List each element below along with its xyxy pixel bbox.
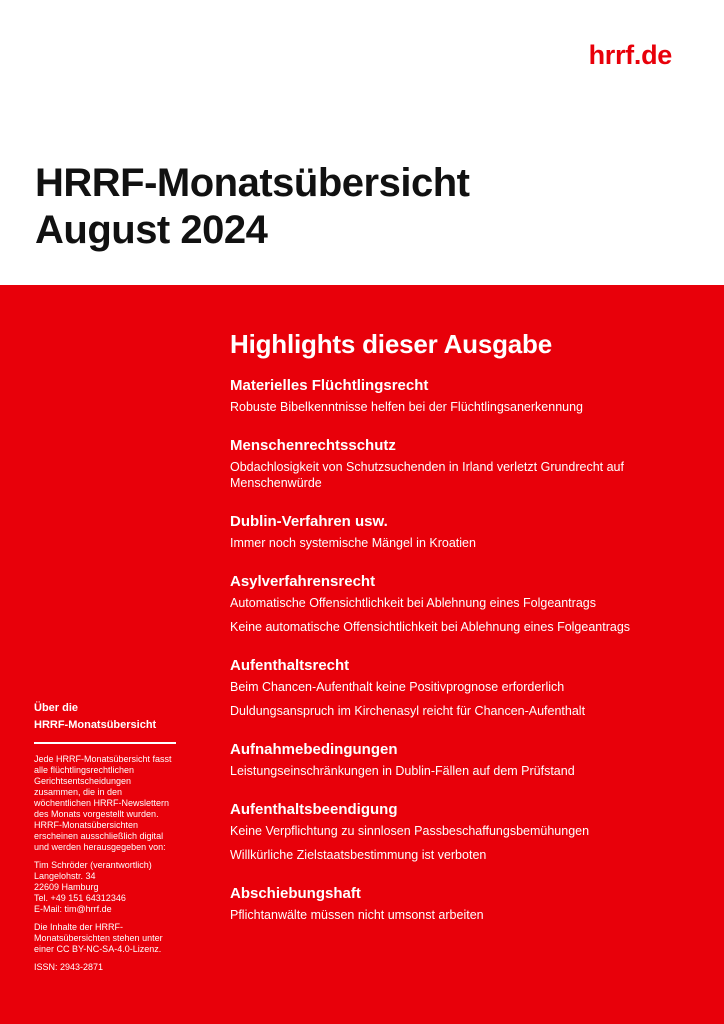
about-box (34, 700, 176, 980)
about-divider (34, 742, 176, 744)
about-heading (34, 700, 176, 734)
about-heading-line-2: HRRF-Monatsübersicht (34, 719, 157, 731)
highlight-item[interactable]: Automatische Offensichtlichkeit bei Ablehnung eines Folgeantrags (230, 596, 596, 610)
about-heading-line-1: Über die (34, 702, 79, 714)
about-contact (34, 860, 176, 915)
highlight-section (230, 885, 700, 923)
about-license: Die Inhalte der HRRF-Monatsübersichten stehen unter einer CC BY-NC-SA-4.0-Lizenz. (34, 922, 163, 954)
highlight-item[interactable]: Keine Verpflichtung zu sinnlosen Passbeschaffungsbemühungen (230, 824, 590, 838)
highlight-item[interactable]: Obdachlosigkeit von Schutzsuchenden in Irland verletzt Grundrecht auf Menschenwürde (230, 460, 624, 490)
contact-line: 22609 Hamburg (34, 882, 99, 892)
red-panel (0, 285, 724, 1024)
highlight-item[interactable]: Willkürliche Zielstaatsbestimmung ist verboten (230, 848, 487, 862)
highlights-sections (230, 377, 700, 923)
title-line-1: HRRF-Monatsübersicht (35, 161, 470, 205)
highlight-section (230, 513, 700, 551)
contact-line: Tim Schröder (verantwortlich) (34, 860, 152, 870)
about-description: Jede HRRF-Monatsübersicht fasst alle flüchtlingsrechtlichen Gerichtsentscheidungen zusammen, die in den wöchentlichen HRRF-Newslettern des Monats vorgestellt wurden. HRRF-Monatsübersichten erscheinen ausschließlich digital und werden herausgegeben von: (34, 754, 172, 852)
section-heading: Aufnahmebedingungen (230, 741, 398, 758)
contact-line: Langelohstr. 34 (34, 871, 96, 881)
contact-line: Tel. +49 151 64312346 (34, 893, 126, 903)
title-line-2: August 2024 (35, 208, 268, 252)
highlight-section (230, 437, 700, 491)
section-heading: Aufenthaltsbeendigung (230, 801, 398, 818)
highlight-section (230, 741, 700, 779)
section-heading: Abschiebungshaft (230, 885, 361, 902)
section-heading: Menschenrechtsschutz (230, 437, 396, 454)
highlight-section (230, 573, 700, 635)
section-heading: Materielles Flüchtlingsrecht (230, 377, 429, 394)
highlight-item[interactable]: Immer noch systemische Mängel in Kroatien (230, 536, 476, 550)
highlight-item[interactable]: Leistungseinschränkungen in Dublin-Fällen auf dem Prüfstand (230, 764, 575, 778)
highlight-item[interactable]: Robuste Bibelkenntnisse helfen bei der Flüchtlingsanerkennung (230, 400, 584, 414)
contact-email[interactable]: E-Mail: tim@hrrf.de (34, 904, 112, 914)
section-heading: Asylverfahrensrecht (230, 573, 376, 590)
highlight-item[interactable]: Duldungsanspruch im Kirchenasyl reicht für Chancen-Aufenthalt (230, 704, 586, 718)
highlight-item[interactable]: Keine automatische Offensichtlichkeit bei Ablehnung eines Folgeantrags (230, 620, 631, 634)
section-heading: Aufenthaltsrecht (230, 657, 350, 674)
highlight-section (230, 657, 700, 719)
highlight-item[interactable]: Beim Chancen-Aufenthalt keine Positivprognose erforderlich (230, 680, 565, 694)
highlights-heading: Highlights dieser Ausgabe (230, 329, 552, 359)
header-area (0, 0, 724, 285)
brand-logo[interactable]: hrrf.de (588, 40, 672, 70)
page-title (35, 160, 469, 254)
highlight-section (230, 801, 700, 863)
highlight-item[interactable]: Pflichtanwälte müssen nicht umsonst arbeiten (230, 908, 484, 922)
section-heading: Dublin-Verfahren usw. (230, 513, 388, 530)
highlight-section (230, 377, 700, 415)
highlights (230, 329, 700, 945)
about-issn: ISSN: 2943-2871 (34, 962, 104, 972)
